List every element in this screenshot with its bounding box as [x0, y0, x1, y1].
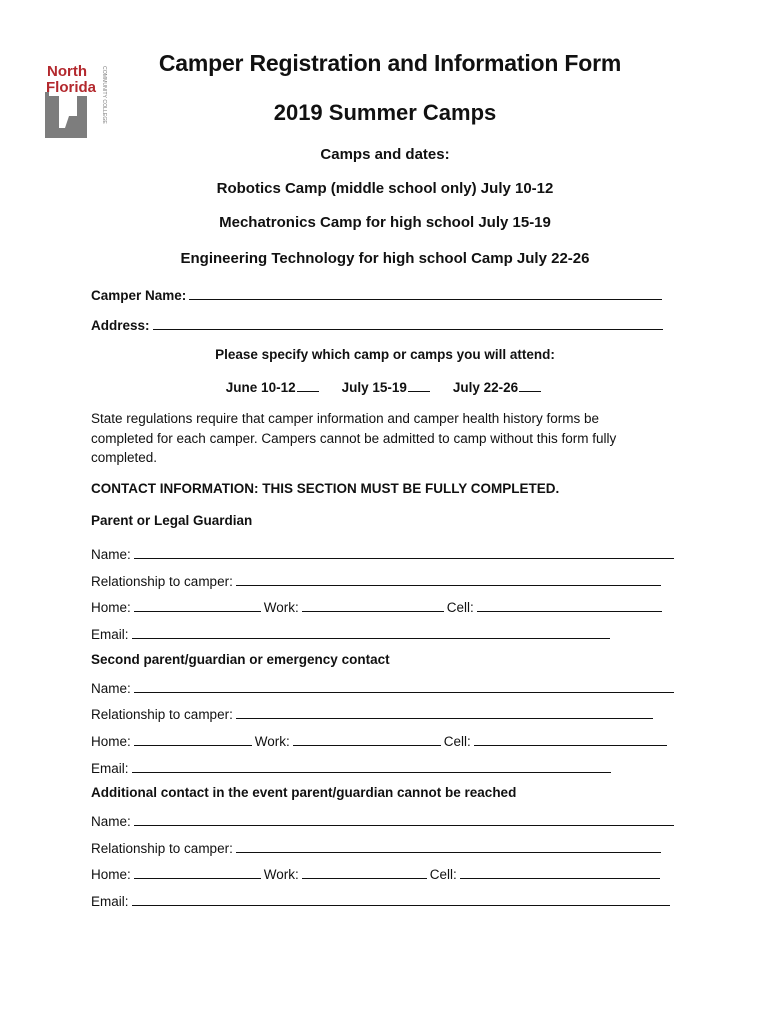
cell-label: Cell: [429, 867, 457, 882]
camper-name-label: Camper Name: [91, 288, 187, 303]
contact-heading: CONTACT INFORMATION: THIS SECTION MUST BE FULLY COMPLETED. [91, 481, 560, 496]
relationship-field[interactable] [236, 839, 661, 853]
name-label: Name: [91, 681, 131, 696]
relationship-row [91, 572, 664, 589]
address-field[interactable] [153, 316, 663, 330]
name-row [91, 545, 677, 562]
form-subtitle: 2019 Summer Camps [273, 100, 497, 125]
camp-specify-text: Please specify which camp or camps you will attend: [215, 347, 555, 362]
cell-phone-field[interactable] [474, 732, 667, 746]
name-field[interactable] [134, 679, 674, 693]
name-row [91, 812, 677, 829]
section-heading: Parent or Legal Guardian [91, 513, 253, 528]
home-phone-field[interactable] [134, 598, 261, 612]
name-field[interactable] [134, 812, 674, 826]
camp-option-label: July 15-19 [341, 380, 407, 395]
camp-selection-row [0, 378, 770, 395]
regulations-paragraph: State regulations require that camper information and camper health history forms be completed for each camper. Campers cannot be admitted to camp without this form fully completed. [91, 411, 617, 465]
email-field[interactable] [132, 892, 670, 906]
work-phone-field[interactable] [302, 865, 427, 879]
logo-side-text: COMMUNITY COLLEGE [101, 66, 107, 124]
name-label: Name: [91, 547, 131, 562]
relationship-row [91, 705, 656, 722]
email-label: Email: [91, 761, 129, 776]
email-label: Email: [91, 894, 129, 909]
email-row [91, 759, 614, 776]
camp-option-field[interactable] [297, 378, 319, 392]
cell-phone-field[interactable] [460, 865, 660, 879]
work-label: Work: [263, 600, 299, 615]
home-label: Home: [91, 600, 131, 615]
section-heading: Additional contact in the event parent/guardian cannot be reached [91, 785, 517, 800]
phone-row [91, 865, 663, 882]
home-label: Home: [91, 734, 131, 749]
relationship-field[interactable] [236, 705, 653, 719]
cell-label: Cell: [443, 734, 471, 749]
home-phone-field[interactable] [134, 732, 252, 746]
home-phone-field[interactable] [134, 865, 261, 879]
name-field[interactable] [134, 545, 674, 559]
relationship-label: Relationship to camper: [91, 574, 233, 589]
name-label: Name: [91, 814, 131, 829]
email-field[interactable] [132, 759, 611, 773]
phone-row [91, 732, 670, 749]
camps-heading: Camps and dates: [320, 146, 450, 163]
camp-option-field[interactable] [519, 378, 541, 392]
email-row [91, 625, 613, 642]
logo-word-florida: Florida [46, 79, 97, 96]
email-row [91, 892, 673, 909]
camp-item: Engineering Technology for high school Camp July 22-26 [180, 250, 590, 267]
phone-row [91, 598, 665, 615]
work-phone-field[interactable] [302, 598, 444, 612]
camper-name-row [91, 286, 665, 303]
camp-item: Robotics Camp (middle school only) July 10-12 [216, 180, 554, 197]
cell-label: Cell: [446, 600, 474, 615]
work-label: Work: [254, 734, 290, 749]
work-phone-field[interactable] [293, 732, 441, 746]
home-label: Home: [91, 867, 131, 882]
name-row [91, 679, 677, 696]
form-title: Camper Registration and Information Form [158, 50, 622, 76]
address-row [91, 316, 666, 333]
camp-option-label: June 10-12 [225, 380, 296, 395]
camp-option-label: July 22-26 [452, 380, 519, 395]
email-label: Email: [91, 627, 129, 642]
camper-name-field[interactable] [189, 286, 662, 300]
camp-item: Mechatronics Camp for high school July 15-19 [219, 214, 551, 231]
relationship-row [91, 839, 664, 856]
address-label: Address: [91, 318, 150, 333]
relationship-label: Relationship to camper: [91, 707, 233, 722]
camp-option-field[interactable] [408, 378, 430, 392]
cell-phone-field[interactable] [477, 598, 662, 612]
email-field[interactable] [132, 625, 610, 639]
relationship-label: Relationship to camper: [91, 841, 233, 856]
relationship-field[interactable] [236, 572, 661, 586]
work-label: Work: [263, 867, 299, 882]
logo-word-north: North [47, 63, 87, 80]
section-heading: Second parent/guardian or emergency contact [91, 652, 390, 667]
